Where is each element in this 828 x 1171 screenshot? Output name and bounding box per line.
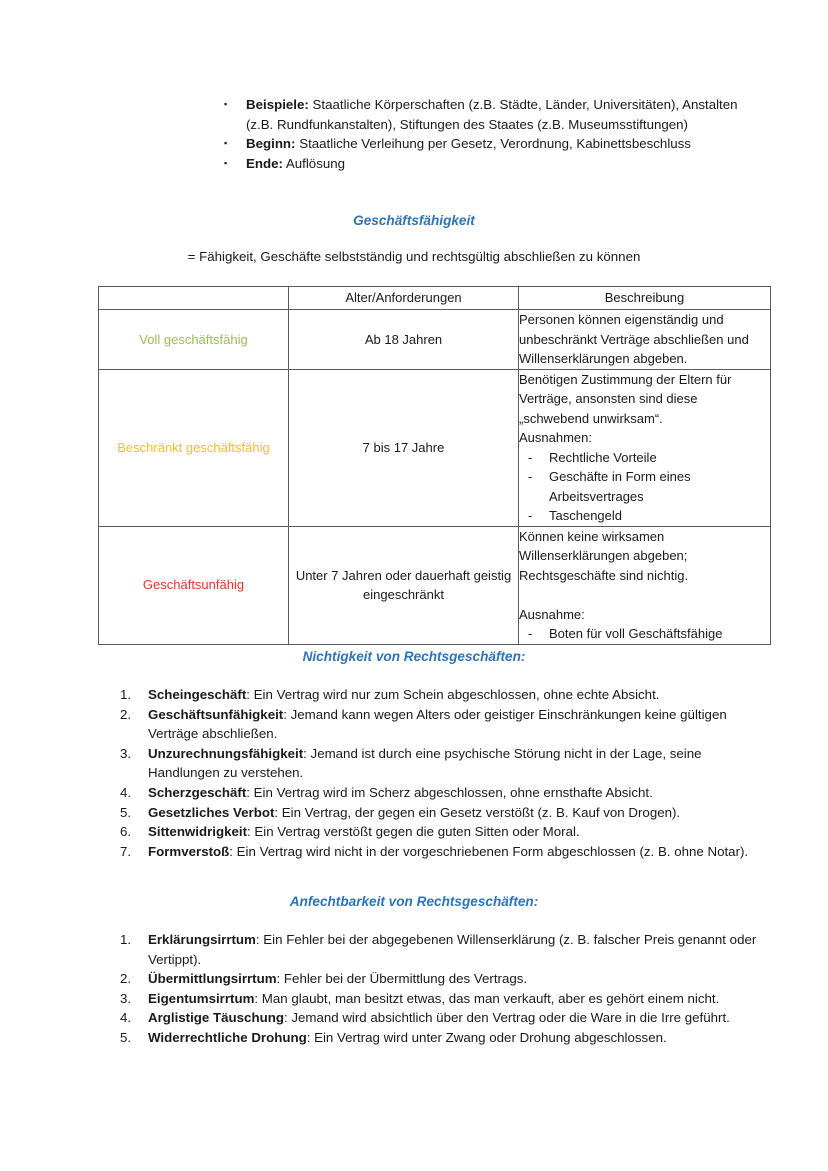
- list-item-label: Eigentumsirrtum: [148, 990, 255, 1006]
- list-item-body: : Ein Vertrag wird nicht in der vorgeschriebenen Form abgeschlossen (z. B. ohne Notar).: [229, 843, 749, 859]
- list-item-label: Sittenwidrigkeit: [148, 824, 247, 840]
- list-item-text: [148, 989, 760, 1009]
- list-item-body: : Man glaubt, man besitzt etwas, das man verkauft, aber es gehört einem nicht.: [254, 990, 720, 1006]
- list-item-body: : Jemand kann wegen Alters oder geistiger Einschränkungen keine gültigen Verträge abschließen.: [148, 706, 727, 742]
- category-beschraenkt-geschaeftsfaehig: Beschränkt geschäftsfähig: [99, 369, 289, 526]
- table-header-row: [99, 287, 771, 310]
- list-item: [120, 1028, 760, 1048]
- list-item-text: Boten für voll Geschäftsfähige: [549, 626, 723, 641]
- exceptions-list: [519, 448, 770, 526]
- square-bullet-icon: ▪: [224, 157, 228, 168]
- list-item-text: [148, 744, 760, 783]
- list-item-text: [148, 969, 760, 989]
- list-item-text: [148, 1008, 760, 1028]
- list-item-body: : Ein Vertrag wird unter Zwang oder Drohung abgeschlossen.: [306, 1029, 667, 1045]
- list-number: 2.: [120, 706, 132, 722]
- list-item-label: Ende:: [246, 155, 283, 171]
- list-item-body: : Jemand ist durch eine psychische Störung nicht in der Lage, seine Handlungen zu verstehen.: [148, 745, 702, 781]
- list-number: 5.: [120, 804, 132, 820]
- table-row: [99, 369, 771, 526]
- list-item-text: [246, 134, 744, 154]
- list-number: 4.: [120, 784, 132, 800]
- list-item-label: Beginn:: [246, 136, 296, 151]
- section-heading-geschaeftsfaehigkeit: Geschäftsfähigkeit: [353, 213, 475, 228]
- list-item-text: [148, 705, 760, 744]
- exceptions-heading: Ausnahme:: [519, 606, 585, 622]
- list-item: [120, 842, 760, 862]
- geschaeftsfaehigkeit-table: [98, 286, 771, 645]
- list-number: 3.: [120, 990, 132, 1006]
- section-heading-anfechtbarkeit: Anfechtbarkeit von Rechtsgeschäften:: [289, 894, 539, 909]
- list-item: [519, 448, 770, 468]
- list-item-body: Auflösung: [282, 155, 346, 171]
- list-number: 2.: [120, 971, 132, 987]
- dash-bullet-icon: -: [528, 449, 533, 465]
- category-voll-geschaeftsfaehig: Voll geschäftsfähig: [99, 310, 289, 370]
- exceptions-list: [519, 624, 770, 644]
- description-text: Personen können eigenständig und unbeschränkt Verträge abschließen und Willenserklärungen abgeben.: [519, 312, 749, 366]
- description-text: Können keine wirksamen Willenserklärungen abgeben; Rechtsgeschäfte sind nichtig.: [519, 528, 689, 583]
- list-item: [519, 624, 770, 644]
- top-bullet-list: [224, 95, 744, 173]
- list-number: 3.: [120, 745, 132, 761]
- list-item-text: [148, 783, 760, 803]
- table-header-alter: Alter/Anforderungen: [289, 287, 519, 310]
- list-item-text: [246, 95, 744, 134]
- list-item-label: Widerrechtliche Drohung: [148, 1029, 307, 1045]
- description-geschaeftsunfaehig: [519, 526, 771, 644]
- list-item-body: : Jemand wird absichtlich über den Vertrag oder die Ware in die Irre geführt.: [283, 1010, 730, 1026]
- list-item-body: Staatliche Verleihung per Gesetz, Verordnung, Kabinettsbeschluss: [295, 136, 691, 151]
- list-item-label: Scheingeschäft: [148, 687, 247, 702]
- list-item-text: [148, 842, 760, 862]
- table-row: [99, 310, 771, 370]
- list-number: 7.: [120, 843, 132, 859]
- list-number: 5.: [120, 1029, 132, 1045]
- list-item-label: Formverstoß: [148, 843, 230, 859]
- list-item-label: Erklärungsirrtum: [148, 932, 256, 947]
- exceptions-heading: Ausnahmen:: [519, 430, 592, 445]
- list-item-body: : Ein Vertrag wird im Scherz abgeschlossen, ohne ernsthafte Absicht.: [246, 784, 653, 800]
- list-item-text: Taschengeld: [549, 508, 622, 523]
- list-item-label: Übermittlungsirrtum: [148, 971, 277, 987]
- definition-line: = Fähigkeit, Geschäfte selbstständig und rechtsgültig abschließen zu können: [187, 249, 641, 264]
- list-item: [120, 705, 760, 744]
- list-item: [224, 95, 744, 134]
- list-item-text: [246, 154, 744, 174]
- anfechtbarkeit-list: [120, 930, 760, 1048]
- list-item-body: : Ein Vertrag wird nur zum Schein abgeschlossen, ohne echte Absicht.: [246, 687, 660, 702]
- list-item: [120, 930, 760, 969]
- list-item: [519, 467, 770, 506]
- dash-bullet-icon: -: [528, 626, 533, 641]
- list-item-label: Beispiele:: [246, 97, 309, 112]
- description-text: Benötigen Zustimmung der Eltern für Verträge, ansonsten sind diese „schwebend unwirksam“.: [519, 371, 732, 426]
- list-number: 1.: [120, 932, 132, 947]
- nichtigkeit-list: [120, 685, 760, 861]
- list-item-text: [148, 822, 760, 842]
- list-item-body: : Fehler bei der Übermittlung des Vertrags.: [276, 971, 528, 987]
- list-item-text: Geschäfte in Form eines Arbeitsvertrages: [549, 469, 691, 504]
- list-item-body: : Ein Vertrag verstößt gegen die guten Sitten oder Moral.: [247, 824, 580, 840]
- list-item: [120, 1008, 760, 1028]
- list-item: [120, 744, 760, 783]
- list-item: [120, 969, 760, 989]
- dash-bullet-icon: -: [528, 469, 533, 484]
- category-geschaeftsunfaehig: Geschäftsunfähig: [99, 526, 289, 644]
- table-row: [99, 526, 771, 644]
- list-item-label: Unzurechnungsfähigkeit: [148, 745, 304, 761]
- list-item: [224, 154, 744, 174]
- table-header-beschreibung: Beschreibung: [519, 287, 771, 310]
- description-beschraenkt-geschaeftsfaehig: [519, 369, 771, 526]
- spacer: [519, 585, 770, 605]
- list-item-text: Rechtliche Vorteile: [549, 449, 657, 465]
- description-voll-geschaeftsfaehig: [519, 310, 771, 370]
- list-item: [120, 822, 760, 842]
- list-item-body: Staatliche Körperschaften (z.B. Städte, Länder, Universitäten), Anstalten (z.B. Rundfunkanstalten), Stiftungen des Staates (z.B. Museumsstiftungen): [246, 97, 738, 132]
- list-item-text: [148, 1028, 760, 1048]
- list-item-label: Geschäftsunfähigkeit: [148, 706, 284, 722]
- table-header-empty: [99, 287, 289, 310]
- list-item: [519, 506, 770, 526]
- age-beschraenkt-geschaeftsfaehig: 7 bis 17 Jahre: [289, 369, 519, 526]
- list-item-body: : Ein Fehler bei der abgegebenen Willenserklärung (z. B. falscher Preis genannt oder Vertippt).: [148, 932, 757, 967]
- list-item-label: Scherzgeschäft: [148, 784, 247, 800]
- list-item-body: : Ein Vertrag, der gegen ein Gesetz verstößt (z. B. Kauf von Drogen).: [274, 804, 681, 820]
- dash-bullet-icon: -: [528, 508, 533, 523]
- age-geschaeftsunfaehig: Unter 7 Jahren oder dauerhaft geistig eingeschränkt: [289, 526, 519, 644]
- list-number: 1.: [120, 687, 132, 702]
- list-item-text: [148, 930, 760, 969]
- section-heading-nichtigkeit: Nichtigkeit von Rechtsgeschäften:: [302, 649, 526, 664]
- list-number: 6.: [120, 824, 132, 840]
- list-item: [224, 134, 744, 154]
- list-item-text: [148, 803, 760, 823]
- list-item-text: [148, 685, 760, 705]
- list-item-label: Arglistige Täuschung: [148, 1010, 284, 1026]
- square-bullet-icon: ▪: [224, 99, 228, 109]
- list-number: 4.: [120, 1010, 132, 1026]
- age-voll-geschaeftsfaehig: Ab 18 Jahren: [289, 310, 519, 370]
- square-bullet-icon: ▪: [224, 138, 228, 148]
- list-item-label: Gesetzliches Verbot: [148, 804, 275, 820]
- list-item: [120, 783, 760, 803]
- list-item: [120, 803, 760, 823]
- list-item: [120, 989, 760, 1009]
- list-item: [120, 685, 760, 705]
